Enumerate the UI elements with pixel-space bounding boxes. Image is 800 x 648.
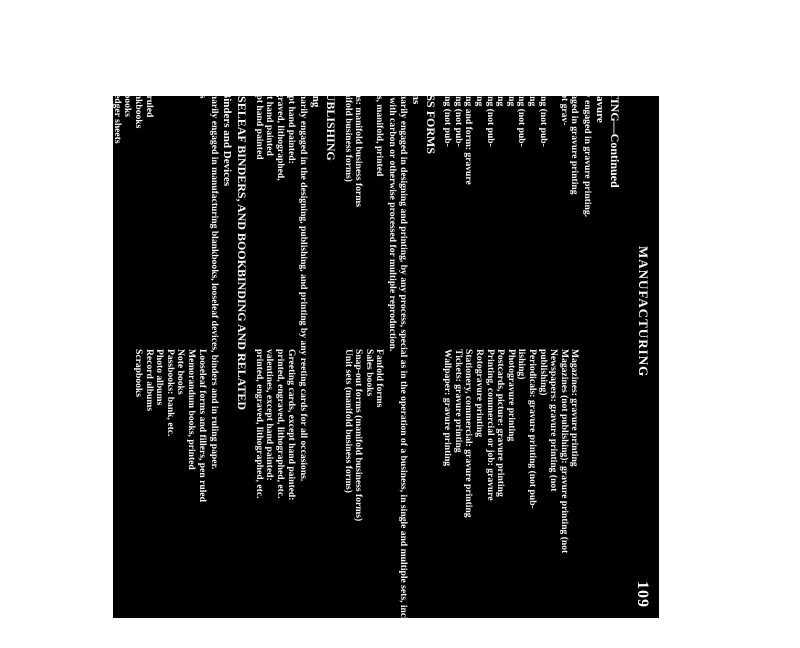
index-entry: gravure, except grav- <box>558 38 570 126</box>
index-entry: Greeting cards, except hand painted: <box>285 349 297 501</box>
index-entry: Business forms, manifold, printed <box>374 38 386 177</box>
section <box>342 38 438 648</box>
index-columns <box>101 38 207 648</box>
index-columns <box>442 38 580 648</box>
index-entry: valentines, except hand painted: <box>264 349 276 481</box>
section-heading: OKS, LOOSELEAF BINDERS, AND BOOKBINDING AND RELATED <box>235 38 250 411</box>
index-entry: printed, except hand painted <box>264 38 276 156</box>
index-entry: published, engraved, lithographed, <box>274 38 286 181</box>
index-entry: Periodicals: gravure printing (not pub- <box>527 349 539 509</box>
section-subheading: ard Publishing <box>310 38 323 108</box>
index-entry: Wallpaper: gravure printing <box>442 349 454 467</box>
index-entry: Graph paper, ruled <box>143 38 155 118</box>
index-entry: Fanfold forms <box>374 349 386 408</box>
index-entry: Tickets: gravure printing <box>452 349 464 453</box>
index-entry: Diaries <box>154 38 166 68</box>
index-entry: Looseleaf binders and devices <box>101 38 113 160</box>
index-entry: birthday, except hand painted: <box>285 38 297 164</box>
index-entry: Scrapbooks <box>133 349 144 397</box>
index-entry: Printing, commercial or job: gravure <box>484 349 496 501</box>
index-entry: gravure printing and form: gravure <box>463 38 475 185</box>
index-entry: Photogravure printing <box>505 349 517 442</box>
index-entry: gravure printing (not pub- <box>452 38 464 147</box>
index-entry: printed, engraved, lithographed, etc. <box>274 349 286 499</box>
index-entry: Stationery, commercial: gravure printing <box>463 349 475 518</box>
scanned-page <box>101 38 659 644</box>
section-intro: ments primarily engaged in designing and printing, by any process, special as in the operation of a business, in single and multiple sets, including or interleaved with carbon or otherwise processed for multiple reproduction. <box>387 38 409 644</box>
index-entry: Unit sets (manifold business forms) <box>342 38 354 182</box>
index-entry: Memorandum books, printed <box>185 349 197 470</box>
index-entry: Passbooks: bank, etc. <box>164 349 176 437</box>
index-entry: ure, printing <box>548 38 560 91</box>
right-column <box>442 349 580 648</box>
section-heading: D BUSINESS FORMS <box>423 38 438 155</box>
index-entry: gravure printing <box>474 38 486 107</box>
index-entry: Magazines: gravure printing <box>569 349 581 467</box>
page-number: 109 <box>634 581 651 608</box>
index-columns <box>342 38 384 648</box>
index-entry: Looseleaf forms and fillers, pen ruled <box>196 349 208 502</box>
index-entry: gravure printing (not pub- <box>442 38 454 147</box>
index-entry: Ledger blankbooks <box>122 38 134 117</box>
index-entry: Record albums <box>143 349 155 412</box>
index-entry: primarily engaged in gravure printing <box>569 38 581 195</box>
right-column <box>101 349 207 648</box>
rotated-page-content <box>101 38 659 644</box>
index-entry: Rotogravure printing <box>474 349 486 438</box>
index-entry: Checkbooks <box>164 38 176 89</box>
left-column <box>253 38 295 337</box>
index-entry: seasonal, except hand painted <box>253 38 265 160</box>
index-entry: gravure printing <box>505 38 517 107</box>
left-column <box>101 38 207 337</box>
index-entry: Magazines (not publishing): gravure printing (not <box>558 349 570 554</box>
section-intro: s primarily engaged in gravure printing. <box>582 52 593 218</box>
page-body <box>97 38 625 648</box>
index-entry: Ledgers and ledger sheets <box>111 38 123 144</box>
index-entry: Sales books <box>363 349 375 397</box>
right-column <box>253 349 295 648</box>
index-entry: printed, engraved, lithographed, etc. <box>253 349 265 499</box>
index-entry: gravure printing (not pub- <box>537 38 549 147</box>
right-column <box>342 349 384 648</box>
index-entry: Inventory blankbooks <box>133 38 144 129</box>
index-entry: publishing) <box>537 349 549 396</box>
index-entry: Snap-out forms: manifold business forms <box>353 38 365 207</box>
section-heading: S CARD PUBLISHING <box>324 38 339 161</box>
index-entry: Account books <box>196 38 208 99</box>
index-entry: Snap-out forms (manifold business forms) <box>353 349 365 522</box>
index-entry: Blankbooks <box>175 38 187 87</box>
index-entry: Note books <box>175 349 187 395</box>
section <box>442 38 622 648</box>
index-entry: Postcards, picture: gravure printing <box>495 349 507 497</box>
index-entry: Unit sets (manifold business forms) <box>342 349 354 493</box>
index-entry: gravure printing (not pub- <box>516 38 528 147</box>
index-entry: gravure printing (not pub- <box>484 38 496 147</box>
index-entry: Sales books <box>363 38 375 86</box>
index-entry: Newspapers: gravure printing (not <box>548 349 560 492</box>
section-heading: IAL PRINTING—Continued <box>608 38 622 188</box>
index-entry: gravure printing <box>527 38 539 107</box>
section-subheading: usiness Forms <box>409 38 422 105</box>
section-intro: ments primarily engaged in manufacturing blankbooks, looseleaf devices, binders and in ruling paper. <box>209 52 221 470</box>
section-subheading: Printing, Gravure <box>594 38 606 123</box>
section-intro: ments primarily engaged in the designing, publishing, and printing by any reeting cards for all occasions. <box>298 52 310 482</box>
running-head: MANUFACTURING <box>636 246 651 378</box>
index-entry: Albums <box>185 38 197 70</box>
section <box>253 38 338 648</box>
section <box>101 38 250 648</box>
index-entry: Photo albums <box>154 349 166 406</box>
index-entry: gravure printing <box>495 38 507 107</box>
section-subheading: , Looseleaf Binders and Devices <box>221 38 234 187</box>
index-entry: lishing) <box>516 349 528 380</box>
left-column <box>342 38 384 337</box>
index-columns <box>253 38 295 648</box>
left-column <box>442 38 580 337</box>
